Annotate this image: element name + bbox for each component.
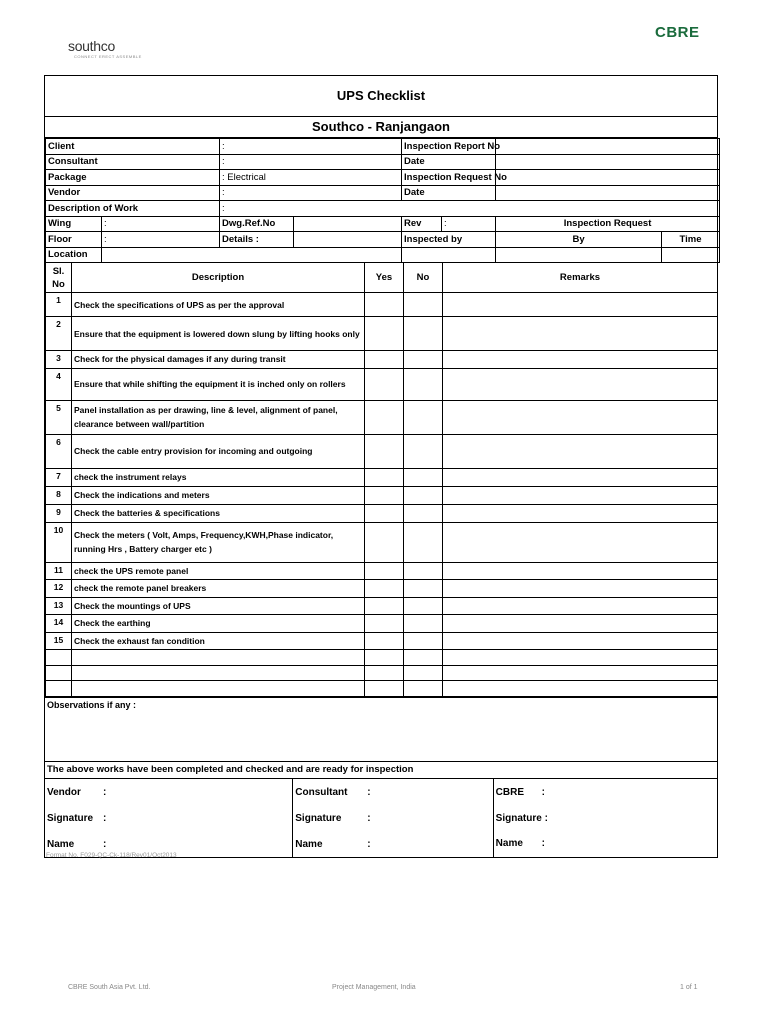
sl-no-header: Sl. No	[46, 263, 72, 293]
description-cell: Check the cable entry provision for incoming and outgoing	[72, 434, 365, 468]
sl-no-cell: 9	[46, 504, 72, 522]
consultant-signoff: Consultant : Signature : Name :	[293, 779, 493, 857]
inspection-report-no-field[interactable]	[496, 139, 720, 155]
vendor-name-label: Name	[47, 838, 75, 850]
empty-cell[interactable]	[404, 665, 443, 681]
no-checkbox-cell[interactable]	[404, 597, 443, 615]
cbre-logo: CBRE	[655, 24, 700, 41]
sl-no-cell: 13	[46, 597, 72, 615]
description-cell: Check the indications and meters	[72, 486, 365, 504]
yes-checkbox-cell[interactable]	[365, 317, 404, 351]
dwg-ref-no-field[interactable]	[294, 216, 402, 232]
time-label: Time	[662, 232, 720, 248]
format-number: Format No. F029-QC-Ck-118/Rev01/Oct2013	[46, 852, 177, 859]
consultant-signoff-label: Consultant	[295, 786, 348, 798]
table-row	[46, 368, 718, 400]
no-checkbox-cell[interactable]	[404, 400, 443, 434]
description-cell: check the UPS remote panel	[72, 562, 365, 580]
date-field-2[interactable]	[496, 185, 720, 201]
table-row	[46, 597, 718, 615]
remarks-cell[interactable]	[443, 434, 718, 468]
yes-checkbox-cell[interactable]	[365, 597, 404, 615]
date-label: Date	[402, 154, 496, 170]
sl-no-cell: 4	[46, 368, 72, 400]
empty-cell[interactable]	[72, 681, 365, 697]
checklist-form	[44, 75, 718, 858]
empty-cell[interactable]	[443, 650, 718, 666]
empty-cell[interactable]	[46, 681, 72, 697]
no-checkbox-cell[interactable]	[404, 504, 443, 522]
table-row	[46, 486, 718, 504]
empty-cell[interactable]	[365, 650, 404, 666]
vendor-signoff-label: Vendor	[47, 786, 81, 798]
description-cell: Check the batteries & specifications	[72, 504, 365, 522]
wing-label: Wing	[46, 216, 102, 232]
location-label: Location	[46, 247, 102, 263]
southco-tagline: CONNECT ERECT ASSEMBLE	[74, 54, 142, 59]
doc-title: UPS Checklist	[45, 76, 717, 117]
empty-cell[interactable]	[72, 665, 365, 681]
no-checkbox-cell[interactable]	[404, 368, 443, 400]
sl-no-cell: 12	[46, 580, 72, 598]
yes-checkbox-cell[interactable]	[365, 486, 404, 504]
empty-cell[interactable]	[72, 650, 365, 666]
remarks-cell[interactable]	[443, 486, 718, 504]
sl-no-cell: 10	[46, 522, 72, 562]
vendor-field[interactable]: :	[220, 185, 402, 201]
description-cell: Check the earthing	[72, 615, 365, 633]
dwg-ref-no-label: Dwg.Ref.No	[220, 216, 294, 232]
description-cell: check the remote panel breakers	[72, 580, 365, 598]
table-row	[46, 522, 718, 562]
consultant-signature-label: Signature	[295, 812, 342, 824]
description-of-work-field[interactable]: :	[220, 201, 720, 217]
description-header: Description	[72, 263, 365, 293]
no-checkbox-cell[interactable]	[404, 522, 443, 562]
description-cell: check the instrument relays	[72, 468, 365, 486]
package-label: Package	[46, 170, 220, 186]
empty-cell[interactable]	[443, 665, 718, 681]
details-field[interactable]	[294, 232, 402, 248]
southco-logo: southco	[68, 38, 115, 54]
info-table	[45, 138, 720, 263]
empty-cell[interactable]	[365, 681, 404, 697]
remarks-cell[interactable]	[443, 562, 718, 580]
empty-row	[46, 681, 718, 697]
cbre-signature-label: Signature :	[495, 812, 548, 824]
empty-row	[46, 665, 718, 681]
no-checkbox-cell[interactable]	[404, 434, 443, 468]
description-cell: Ensure that the equipment is lowered down slung by lifting hooks only	[72, 317, 365, 351]
consultant-name-label: Name	[295, 838, 323, 850]
yes-checkbox-cell[interactable]	[365, 504, 404, 522]
table-row	[46, 504, 718, 522]
client-field[interactable]: :	[220, 139, 402, 155]
yes-checkbox-cell[interactable]	[365, 293, 404, 317]
table-row	[46, 562, 718, 580]
sl-no-cell: 3	[46, 351, 72, 369]
table-row	[46, 468, 718, 486]
empty-cell[interactable]	[443, 681, 718, 697]
description-cell: Ensure that while shifting the equipment it is inched only on rollers	[72, 368, 365, 400]
by-field[interactable]	[496, 247, 662, 263]
inspection-report-no-label: Inspection Report No	[402, 139, 496, 155]
sl-no-cell: 8	[46, 486, 72, 504]
footer-division: Project Management, India	[332, 984, 416, 991]
remarks-cell[interactable]	[443, 522, 718, 562]
sl-no-cell: 7	[46, 468, 72, 486]
description-cell: Panel installation as per drawing, line & level, alignment of panel, clearance between wall/partition	[72, 400, 365, 434]
empty-cell[interactable]	[46, 665, 72, 681]
time-field[interactable]	[662, 247, 720, 263]
no-checkbox-cell[interactable]	[404, 351, 443, 369]
description-cell: Check for the physical damages if any during transit	[72, 351, 365, 369]
yes-checkbox-cell[interactable]	[365, 562, 404, 580]
sl-no-cell: 6	[46, 434, 72, 468]
vendor-label: Vendor	[46, 185, 220, 201]
remarks-cell[interactable]	[443, 400, 718, 434]
sl-no-cell: 14	[46, 615, 72, 633]
inspection-request-no-field[interactable]	[496, 170, 720, 186]
sl-no-cell: 11	[46, 562, 72, 580]
remarks-cell[interactable]	[443, 293, 718, 317]
yes-checkbox-cell[interactable]	[365, 580, 404, 598]
no-checkbox-cell[interactable]	[404, 580, 443, 598]
table-row	[46, 293, 718, 317]
sl-no-cell: 5	[46, 400, 72, 434]
yes-checkbox-cell[interactable]	[365, 400, 404, 434]
no-checkbox-cell[interactable]	[404, 562, 443, 580]
remarks-cell[interactable]	[443, 632, 718, 650]
cbre-signoff-label: CBRE	[495, 786, 525, 798]
sl-no-cell: 15	[46, 632, 72, 650]
sl-no-cell: 1	[46, 293, 72, 317]
table-row	[46, 434, 718, 468]
date-label-2: Date	[402, 185, 496, 201]
completion-note: The above works have been completed and checked and are ready for inspection	[45, 761, 717, 779]
remarks-cell[interactable]	[443, 368, 718, 400]
rev-field[interactable]: :	[442, 216, 496, 232]
table-row	[46, 400, 718, 434]
table-row	[46, 632, 718, 650]
consultant-label: Consultant	[46, 154, 220, 170]
yes-checkbox-cell[interactable]	[365, 434, 404, 468]
empty-cell[interactable]	[46, 650, 72, 666]
empty-cell[interactable]	[365, 665, 404, 681]
observations-box[interactable]: Observations if any :	[45, 697, 717, 761]
date-field[interactable]	[496, 154, 720, 170]
footer-company: CBRE South Asia Pvt. Ltd.	[68, 984, 151, 991]
description-cell: Check the meters ( Volt, Amps, Frequency,KWH,Phase indicator, running Hrs , Battery charger etc )	[72, 522, 365, 562]
yes-header: Yes	[365, 263, 404, 293]
yes-checkbox-cell[interactable]	[365, 615, 404, 633]
no-checkbox-cell[interactable]	[404, 486, 443, 504]
yes-checkbox-cell[interactable]	[365, 351, 404, 369]
empty-row	[46, 650, 718, 666]
yes-checkbox-cell[interactable]	[365, 522, 404, 562]
remarks-cell[interactable]	[443, 504, 718, 522]
remarks-cell[interactable]	[443, 597, 718, 615]
empty-cell[interactable]	[404, 681, 443, 697]
description-cell: Check the mountings of UPS	[72, 597, 365, 615]
footer-page: 1 of 1	[680, 984, 698, 991]
inspection-request-no-label: Inspection Request No	[402, 170, 496, 186]
checklist-table	[45, 262, 718, 697]
remarks-cell[interactable]	[443, 580, 718, 598]
no-checkbox-cell[interactable]	[404, 317, 443, 351]
client-label: Client	[46, 139, 220, 155]
doc-subtitle: Southco - Ranjangaon	[45, 117, 717, 138]
cbre-signoff: CBRE : Signature : Name :	[495, 786, 548, 849]
by-label: By	[496, 232, 662, 248]
floor-field[interactable]: :	[102, 232, 220, 248]
yes-checkbox-cell[interactable]	[365, 632, 404, 650]
table-row	[46, 615, 718, 633]
description-cell: Check the exhaust fan condition	[72, 632, 365, 650]
sl-no-cell: 2	[46, 317, 72, 351]
location-field[interactable]	[102, 247, 402, 263]
remarks-cell[interactable]	[443, 317, 718, 351]
vendor-signoff: Vendor : Signature : Name :	[45, 779, 293, 857]
inspected-by-label: Inspected by	[402, 232, 496, 248]
vendor-signature-label: Signature	[47, 812, 94, 824]
table-row	[46, 580, 718, 598]
description-of-work-label: Description of Work	[46, 201, 220, 217]
wing-field[interactable]: :	[102, 216, 220, 232]
no-checkbox-cell[interactable]	[404, 615, 443, 633]
yes-checkbox-cell[interactable]	[365, 368, 404, 400]
table-row	[46, 317, 718, 351]
details-label: Details :	[220, 232, 294, 248]
package-field[interactable]: : Electrical	[220, 170, 402, 186]
table-row	[46, 351, 718, 369]
remarks-cell[interactable]	[443, 351, 718, 369]
remarks-cell[interactable]	[443, 468, 718, 486]
inspected-by-field[interactable]	[402, 247, 496, 263]
no-checkbox-cell[interactable]	[404, 468, 443, 486]
signoff-section	[45, 779, 717, 857]
description-cell: Check the specifications of UPS as per the approval	[72, 293, 365, 317]
rev-label: Rev	[402, 216, 442, 232]
floor-label: Floor	[46, 232, 102, 248]
yes-checkbox-cell[interactable]	[365, 468, 404, 486]
cbre-name-label: Name	[495, 837, 523, 849]
no-header: No	[404, 263, 443, 293]
empty-cell[interactable]	[404, 650, 443, 666]
remarks-cell[interactable]	[443, 615, 718, 633]
no-checkbox-cell[interactable]	[404, 632, 443, 650]
remarks-header: Remarks	[443, 263, 718, 293]
inspection-request-heading: Inspection Request	[496, 216, 720, 232]
no-checkbox-cell[interactable]	[404, 293, 443, 317]
consultant-field[interactable]: :	[220, 154, 402, 170]
